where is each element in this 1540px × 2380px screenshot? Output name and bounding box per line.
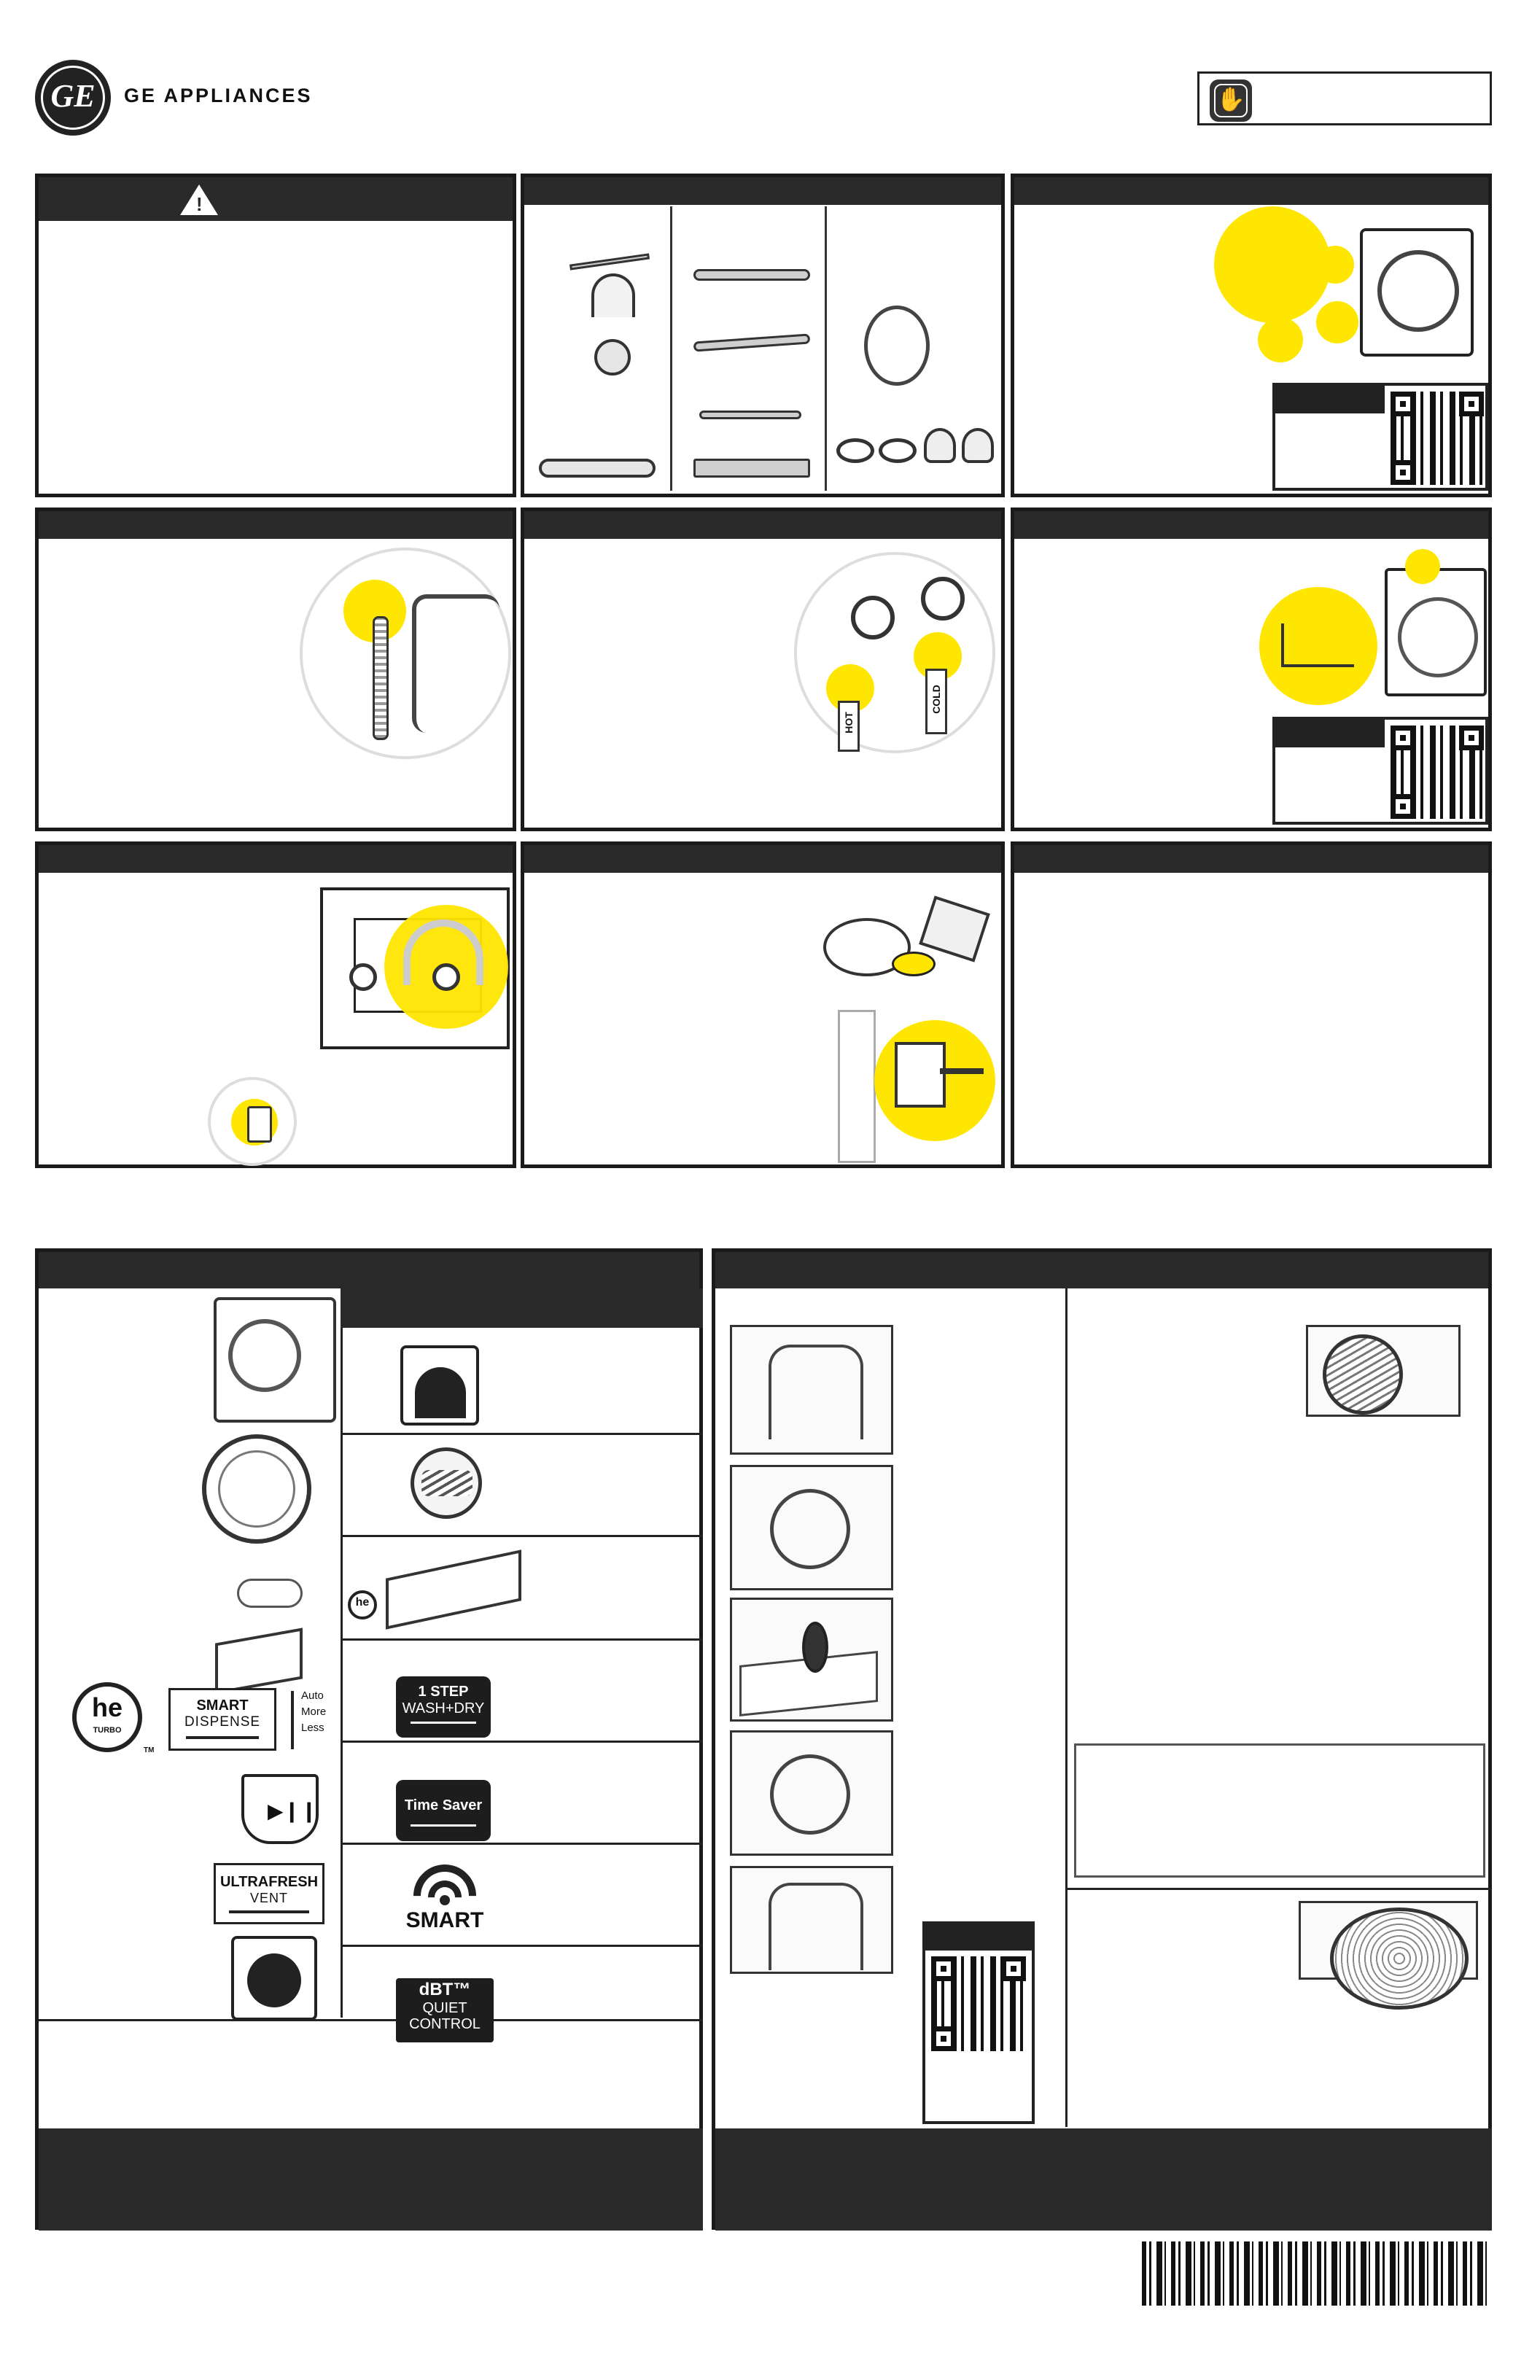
inlet-hoses-part	[864, 306, 930, 386]
washer-dial-icon	[400, 1345, 479, 1426]
washer-illustration	[1360, 228, 1474, 357]
hot-hose-label: HOT	[843, 712, 855, 734]
step-thumbnail	[730, 1325, 893, 1455]
qr-code-panel	[922, 1921, 1035, 2124]
start-pause-button[interactable]: ▶︎❙❙	[241, 1774, 319, 1844]
wall-box-illustration	[320, 887, 510, 1049]
warning-panel	[35, 174, 516, 497]
washer-ring-part	[879, 438, 917, 463]
qr-code[interactable]	[931, 1956, 1026, 2051]
pliers-tool	[693, 333, 811, 351]
dispenser-drawer-icon	[386, 1549, 521, 1630]
ge-monogram-logo: GE	[35, 60, 111, 136]
parts-tools-panel	[521, 174, 1005, 497]
he-badge-small: he	[348, 1590, 377, 1619]
filter-screen-part	[924, 428, 956, 463]
features-panel: he TURBO TM SMART DISPENSE Auto More Less ▶︎❙❙ ULTRAFRESH VENT he 1 STEP WASH+DRY Time Saver SMART dBT™ QUIET CONTROL	[35, 1248, 703, 2230]
washer-dial-icon	[231, 1936, 317, 2021]
he-turbo-badge: he TURBO	[72, 1682, 142, 1752]
washer-front-illustration	[1385, 568, 1487, 696]
stop-hand-icon: ✋	[1210, 79, 1252, 122]
qr-code-panel	[1272, 717, 1488, 825]
warning-header: !	[39, 177, 513, 221]
drum-thumbnail	[1299, 1901, 1478, 1980]
connect-water-hoses-panel	[521, 508, 1005, 831]
dispenser-illustration	[208, 1571, 317, 1695]
one-step-wash-dry-badge: 1 STEP WASH+DRY	[396, 1676, 491, 1738]
dispense-level-list: Auto More Less	[301, 1689, 327, 1734]
time-saver-badge: Time Saver	[396, 1780, 491, 1841]
filter-screen-part	[962, 428, 994, 463]
ultrafresh-vent-badge: ULTRAFRESH VENT	[214, 1863, 324, 1924]
qr-code[interactable]	[1391, 392, 1484, 485]
step-thumbnail	[730, 1598, 893, 1722]
wrench-tool	[693, 269, 810, 281]
smart-wifi-label: SMART	[405, 1908, 484, 1932]
step-thumbnail	[730, 1465, 893, 1590]
hose-bracket-part	[591, 273, 635, 317]
filter-icon	[411, 1447, 482, 1519]
screwdriver-tool	[699, 411, 801, 419]
step-thumbnail	[730, 1730, 893, 1856]
final-check-panel	[1011, 841, 1492, 1168]
care-cleaning-panel	[712, 1248, 1492, 2230]
cap-plug-part	[594, 339, 631, 376]
door-hinge-illustration	[816, 889, 998, 998]
brand-name: GE APPLIANCES	[124, 85, 313, 106]
stop-notice-box	[1197, 71, 1492, 125]
washer-open-illustration	[214, 1297, 336, 1423]
door-gasket-thumbnail	[1306, 1325, 1461, 1417]
level-tool	[693, 459, 810, 478]
qr-code[interactable]	[1391, 726, 1484, 819]
dbt-quiet-control-badge: dBT™ QUIET CONTROL	[396, 1978, 494, 2042]
remove-shipping-bolts-panel	[1011, 174, 1492, 497]
plug-in-panel	[35, 841, 516, 1168]
cold-hose-label: COLD	[930, 685, 942, 714]
qr-code-panel	[1272, 383, 1488, 491]
barcode	[1142, 2241, 1492, 2306]
bolt-rod-part	[539, 459, 656, 478]
outlet-illustration	[208, 1077, 297, 1166]
door-reversal-panel	[521, 841, 1005, 1168]
level-washer-panel	[1011, 508, 1492, 831]
smart-dispense-badge: SMART DISPENSE	[168, 1688, 276, 1751]
cable-tie-part	[569, 253, 650, 270]
step-thumbnail	[730, 1866, 893, 1974]
note-box	[1074, 1743, 1485, 1878]
wifi-icon	[413, 1857, 476, 1908]
drain-hose-panel	[35, 508, 516, 831]
cycle-knob-illustration	[202, 1434, 311, 1544]
washer-ring-part	[836, 438, 874, 463]
